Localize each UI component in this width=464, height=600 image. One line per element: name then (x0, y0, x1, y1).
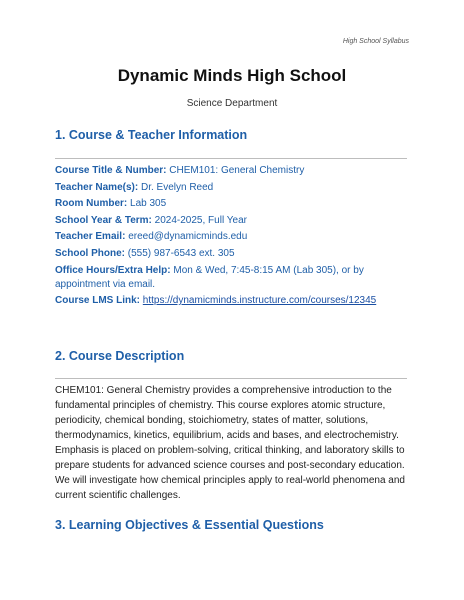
info-label: Room Number: (55, 198, 128, 210)
info-value: ereed@dynamicminds.edu (128, 231, 248, 243)
info-row-teacher-email (55, 230, 413, 244)
course-description-text: CHEM101: General Chemistry provides a comprehensive introduction to the fundamental principles of chemistry. This course explores atomic structure, periodicity, chemical bonding, stoichiometry, states of matter, solutions, thermodynamics, kinetics, equilibrium, acids and bases, and electrochemistry. Emphasis is placed on problem-solving, critical thinking, and laboratory skills to prepare students for advanced science courses and post-secondary education. We will investigate how chemical principles apply to real-world phenomena and current scientific challenges. (55, 385, 405, 501)
info-value: Lab 305 (130, 198, 167, 210)
section-divider (55, 158, 407, 159)
info-row-school-phone (55, 247, 413, 261)
school-name: Dynamic Minds High School (117, 66, 347, 85)
info-row-office-hours (55, 264, 413, 292)
info-row-room-number (55, 197, 413, 211)
info-value: Dr. Evelyn Reed (140, 181, 214, 193)
info-label: Teacher Email: (55, 231, 126, 243)
info-value: 2024-2025, Full Year (154, 214, 247, 226)
section-heading-course-description: 2. Course Description (55, 349, 185, 363)
info-value: (555) 987-6543 ext. 305 (127, 247, 235, 259)
info-value: Mon & Wed, 7:45-8:15 AM (Lab 305), or by appointment via email. (55, 264, 364, 290)
info-label: School Phone: (55, 247, 125, 259)
document-type-header: High School Syllabus (342, 38, 409, 45)
section-divider (55, 378, 407, 379)
info-label: Course Title & Number: (55, 165, 167, 176)
info-row-school-year (55, 214, 413, 228)
info-row-lms-link (55, 294, 413, 308)
course-info-list (55, 164, 413, 311)
department-name: Science Department (186, 98, 278, 109)
section-heading-course-info: 1. Course & Teacher Information (55, 128, 248, 142)
info-label: Course LMS Link: (55, 295, 141, 307)
info-value: CHEM101: General Chemistry (169, 165, 305, 176)
info-label: Office Hours/Extra Help: (55, 264, 171, 276)
info-label: School Year & Term: (55, 214, 152, 226)
info-row-teacher-name (55, 181, 413, 195)
info-label: Teacher Name(s): (55, 181, 139, 193)
info-row-course-title (55, 164, 413, 178)
section-heading-learning-objectives: 3. Learning Objectives & Essential Questions (55, 518, 324, 532)
lms-link[interactable]: https://dynamicminds.instructure.com/courses/12345 (142, 295, 377, 307)
